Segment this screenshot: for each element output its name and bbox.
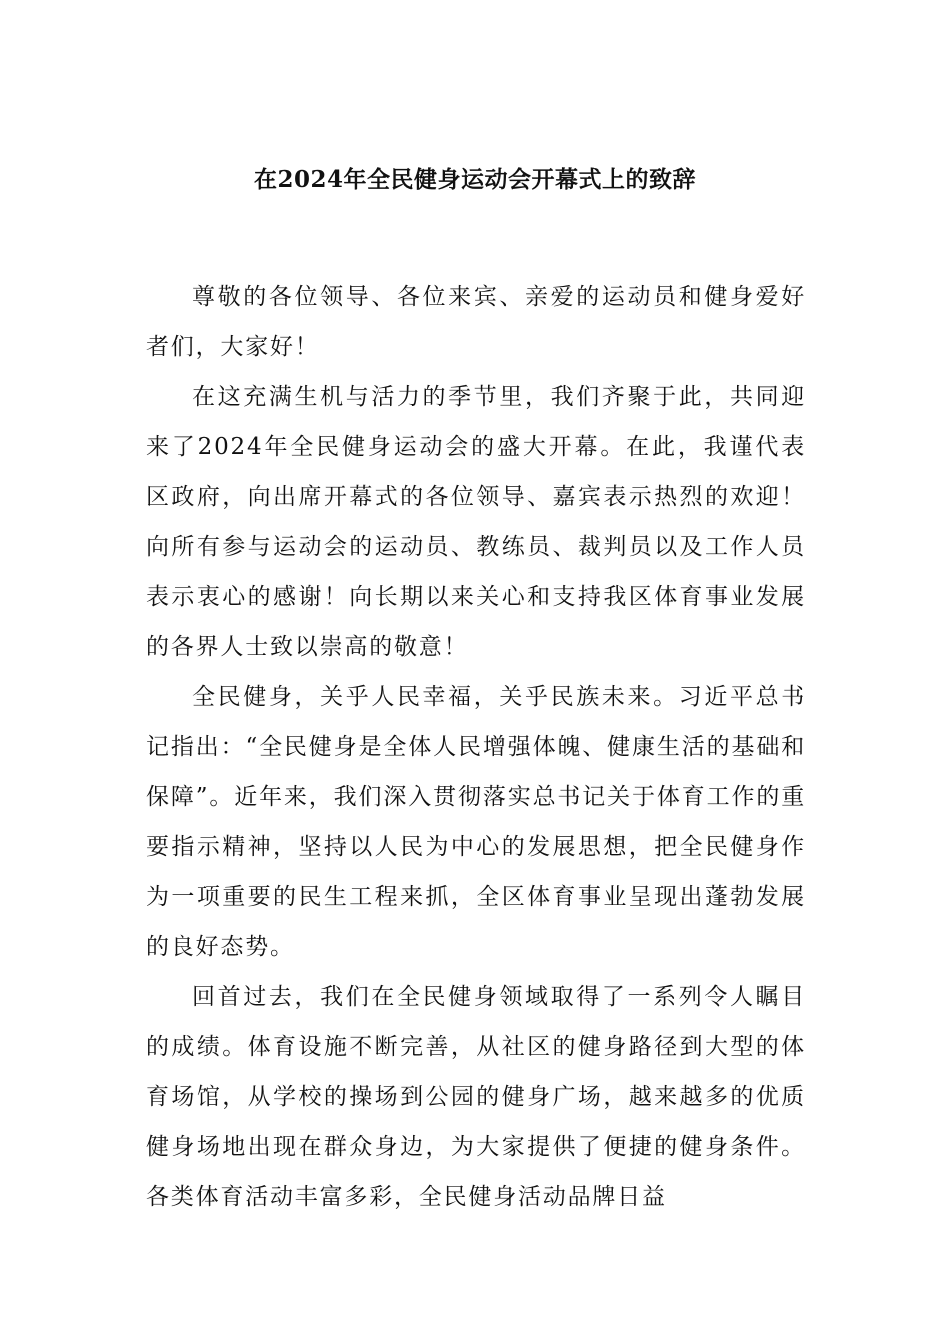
- document-body: [146, 272, 806, 1222]
- document-title: 在2024年全民健身运动会开幕式上的致辞: [253, 166, 696, 193]
- paragraph-greeting: 尊敬的各位领导、各位来宾、亲爱的运动员和健身爱好者们，大家好！: [146, 284, 806, 360]
- paragraph-fitness-importance: 全民健身，关乎人民幸福，关乎民族未来。习近平总书记指出：“全民健身是全体人民增强体魄、健康生活的基础和保障”。近年来，我们深入贯彻落实总书记关于体育工作的重要指示精神，坚持以人民为中心的发展思想，把全民健身作为一项重要的民生工程来抓，全区体育事业呈现出蓬勃发展的良好态势。: [146, 684, 806, 960]
- paragraph-achievements: 回首过去，我们在全民健身领域取得了一系列令人瞩目的成绩。体育设施不断完善，从社区的健身路径到大型的体育场馆，从学校的操场到公园的健身广场，越来越多的优质健身场地出现在群众身边，为大家提供了便捷的健身条件。各类体育活动丰富多彩，全民健身活动品牌日益: [146, 984, 806, 1210]
- paragraph-welcome: 在这充满生机与活力的季节里，我们齐聚于此，共同迎来了2024年全民健身运动会的盛大开幕。在此，我谨代表区政府，向出席开幕式的各位领导、嘉宾表示热烈的欢迎！向所有参与运动会的运动员、教练员、裁判员以及工作人员表示衷心的感谢！向长期以来关心和支持我区体育事业发展的各界人士致以崇高的敬意！: [146, 384, 806, 660]
